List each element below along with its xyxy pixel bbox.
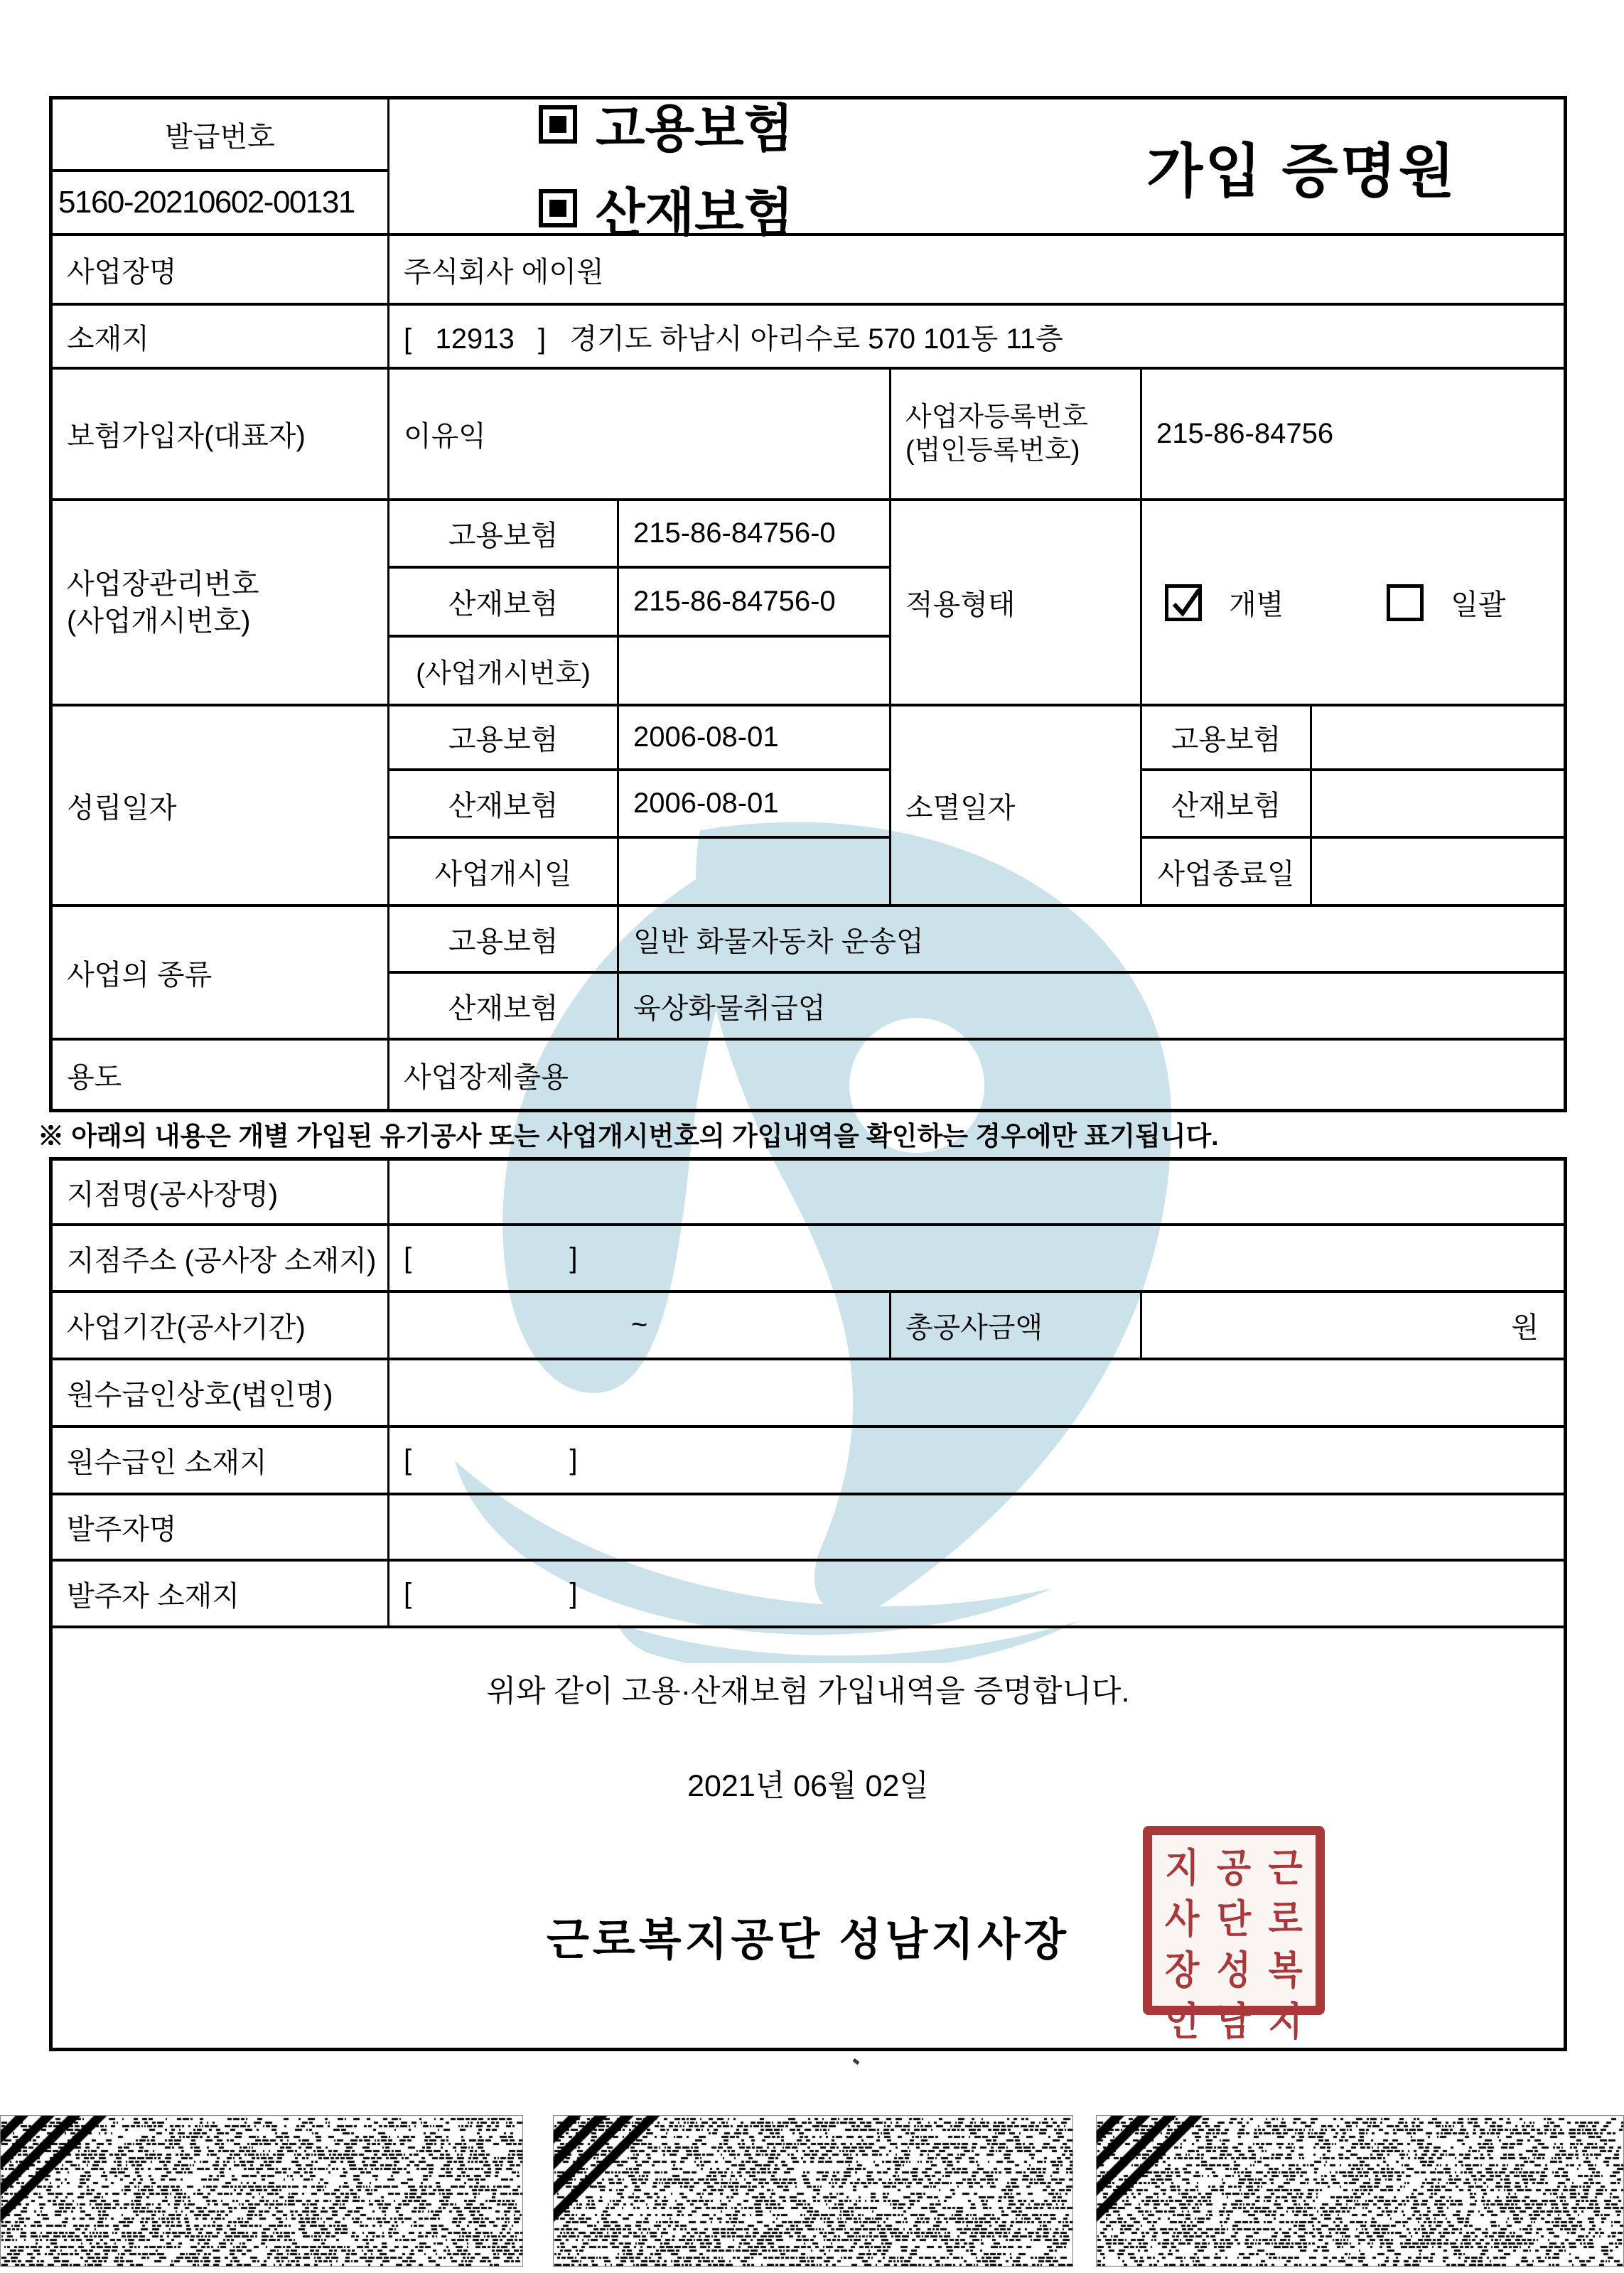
orderer-address-value: [ ] [389, 1562, 1564, 1628]
purpose-label: 용도 [53, 1041, 389, 1109]
orderer-label: 발주자명 [53, 1495, 389, 1562]
orderer-address-label: 발주자 소재지 [53, 1562, 389, 1628]
official-seal-stamp [1143, 1826, 1325, 2044]
bizreg-label-line2: (법인등록번호) [905, 435, 1080, 466]
seal-character: 사 [1165, 1897, 1200, 1942]
seal-character: 지 [1165, 1846, 1200, 1891]
total-amount-unit: 원 [1142, 1293, 1564, 1360]
checkbox-individual [1165, 584, 1202, 621]
check-icon [1167, 585, 1204, 622]
seal-character: 지 [1268, 1999, 1303, 2044]
establish-industrial-value: 2006-08-01 [619, 771, 891, 839]
expire-industrial-value [1312, 771, 1564, 839]
mgmt-openno-value [619, 638, 891, 706]
workplace-value: 주식회사 에이원 [389, 236, 1564, 306]
expire-industrial-label: 산재보험 [1142, 771, 1312, 839]
insurance-type-block [539, 87, 793, 245]
seal-character: 인 [1165, 1999, 1200, 2044]
mgmt-employment-value: 215-86-84756-0 [619, 501, 891, 569]
seal-character: 근 [1268, 1846, 1303, 1891]
branch-table [49, 1157, 1567, 2051]
seal-character: 장 [1165, 1948, 1200, 1993]
site-address-label: 지점주소 (공사장 소재지) [53, 1226, 389, 1293]
mgmt-label-line1: 사업장관리번호 [67, 568, 259, 600]
establish-employment-label: 고용보험 [389, 706, 619, 771]
checkbox-fill [549, 116, 566, 133]
biztype-employment-value: 일반 화물자동차 운송업 [619, 907, 1564, 974]
expire-employment-label: 고용보험 [1142, 706, 1312, 771]
expire-date-label: 소멸일자 [891, 706, 1142, 907]
apply-blanket-label: 일괄 [1451, 589, 1506, 620]
address-value: [ 12913 ] 경기도 하남시 아리수로 570 101동 11층 [389, 306, 1564, 370]
insured-value: 이유익 [389, 370, 891, 501]
site-name-label: 지점명(공사장명) [53, 1161, 389, 1226]
orderer-value [389, 1495, 1564, 1562]
workplace-label: 사업장명 [53, 236, 389, 306]
contractor-label: 원수급인상호(법인명) [53, 1360, 389, 1428]
total-amount-label: 총공사금액 [891, 1293, 1142, 1360]
bizreg-label-line1: 사업자등록번호 [905, 402, 1088, 432]
document-title: 가입 증명원 [1146, 139, 1457, 204]
seal-character: 공 [1216, 1846, 1252, 1891]
biztype-employment-label: 고용보험 [389, 907, 619, 974]
address-label: 소재지 [53, 306, 389, 370]
biztype-industrial-value: 육상화물취급업 [619, 974, 1564, 1041]
contractor-address-label: 원수급인 소재지 [53, 1428, 389, 1495]
issue-number-value: 5160-20210602-00131 [53, 172, 389, 236]
scan-noise-block-1 [0, 2115, 523, 2267]
issue-number-label: 발급번호 [53, 100, 389, 172]
site-name-value [389, 1161, 1564, 1226]
checkbox-fill [549, 200, 566, 217]
checkbox-filled-icon [539, 189, 577, 227]
apply-individual-label: 개별 [1229, 589, 1284, 620]
insured-label: 보험가입자(대표자) [53, 370, 389, 501]
scan-noise-block-2 [553, 2115, 1073, 2267]
certification-text: 위와 같이 고용·산재보험 가입내역을 증명합니다. [486, 1675, 1130, 1709]
contractor-value [389, 1360, 1564, 1428]
note-text: ※ 아래의 내용은 개별 가입된 유기공사 또는 사업개시번호의 가입내역을 확인하는 경우에만 표기됩니다. [38, 1122, 1219, 1151]
establish-industrial-label: 산재보험 [389, 771, 619, 839]
establish-open-label: 사업개시일 [389, 839, 619, 907]
apply-type-options [1142, 501, 1564, 706]
insurance-industrial-line [539, 171, 793, 245]
period-label: 사업기간(공사기간) [53, 1293, 389, 1360]
main-table [49, 96, 1567, 1112]
establish-open-value [619, 839, 891, 907]
site-address-value: [ ] [389, 1226, 1564, 1293]
period-value: ~ [389, 1293, 891, 1360]
mgmt-employment-label: 고용보험 [389, 501, 619, 569]
business-type-label: 사업의 종류 [53, 907, 389, 1041]
mgmt-industrial-value: 215-86-84756-0 [619, 569, 891, 638]
bizreg-value: 215-86-84756 [1142, 370, 1564, 501]
checkbox-blanket [1387, 584, 1424, 621]
insurance-employment-label: 고용보험 [596, 101, 794, 158]
seal-character: 성 [1216, 1948, 1252, 1993]
bizreg-label [891, 370, 1142, 501]
mgmt-label-line2: (사업개시번호) [67, 605, 251, 637]
seal-character: 로 [1268, 1897, 1303, 1942]
insurance-employment-line [539, 87, 793, 161]
issuer-name: 근로복지공단 성남지사장 [546, 1915, 1070, 1965]
stray-scan-mark [852, 2058, 859, 2065]
insurance-industrial-label: 산재보험 [596, 185, 794, 242]
establish-date-label: 성립일자 [53, 706, 389, 907]
mgmt-industrial-label: 산재보험 [389, 569, 619, 638]
seal-character: 단 [1216, 1897, 1252, 1942]
expire-employment-value [1312, 706, 1564, 771]
seal-character: 남 [1216, 1999, 1252, 2044]
seal-character: 복 [1268, 1948, 1303, 1993]
mgmt-number-label [53, 501, 389, 706]
contractor-address-value: [ ] [389, 1428, 1564, 1495]
mgmt-openno-label: (사업개시번호) [389, 638, 619, 706]
issue-date: 2021년 06월 02일 [687, 1769, 929, 1803]
establish-employment-value: 2006-08-01 [619, 706, 891, 771]
expire-end-value [1312, 839, 1564, 907]
expire-end-label: 사업종료일 [1142, 839, 1312, 907]
title-block [389, 100, 1564, 242]
apply-type-label: 적용형태 [891, 501, 1142, 706]
biztype-industrial-label: 산재보험 [389, 974, 619, 1041]
certification-block [53, 1628, 1564, 2048]
checkbox-filled-icon [539, 105, 577, 144]
scan-noise-block-3 [1096, 2115, 1624, 2267]
purpose-value: 사업장제출용 [404, 1061, 569, 1093]
